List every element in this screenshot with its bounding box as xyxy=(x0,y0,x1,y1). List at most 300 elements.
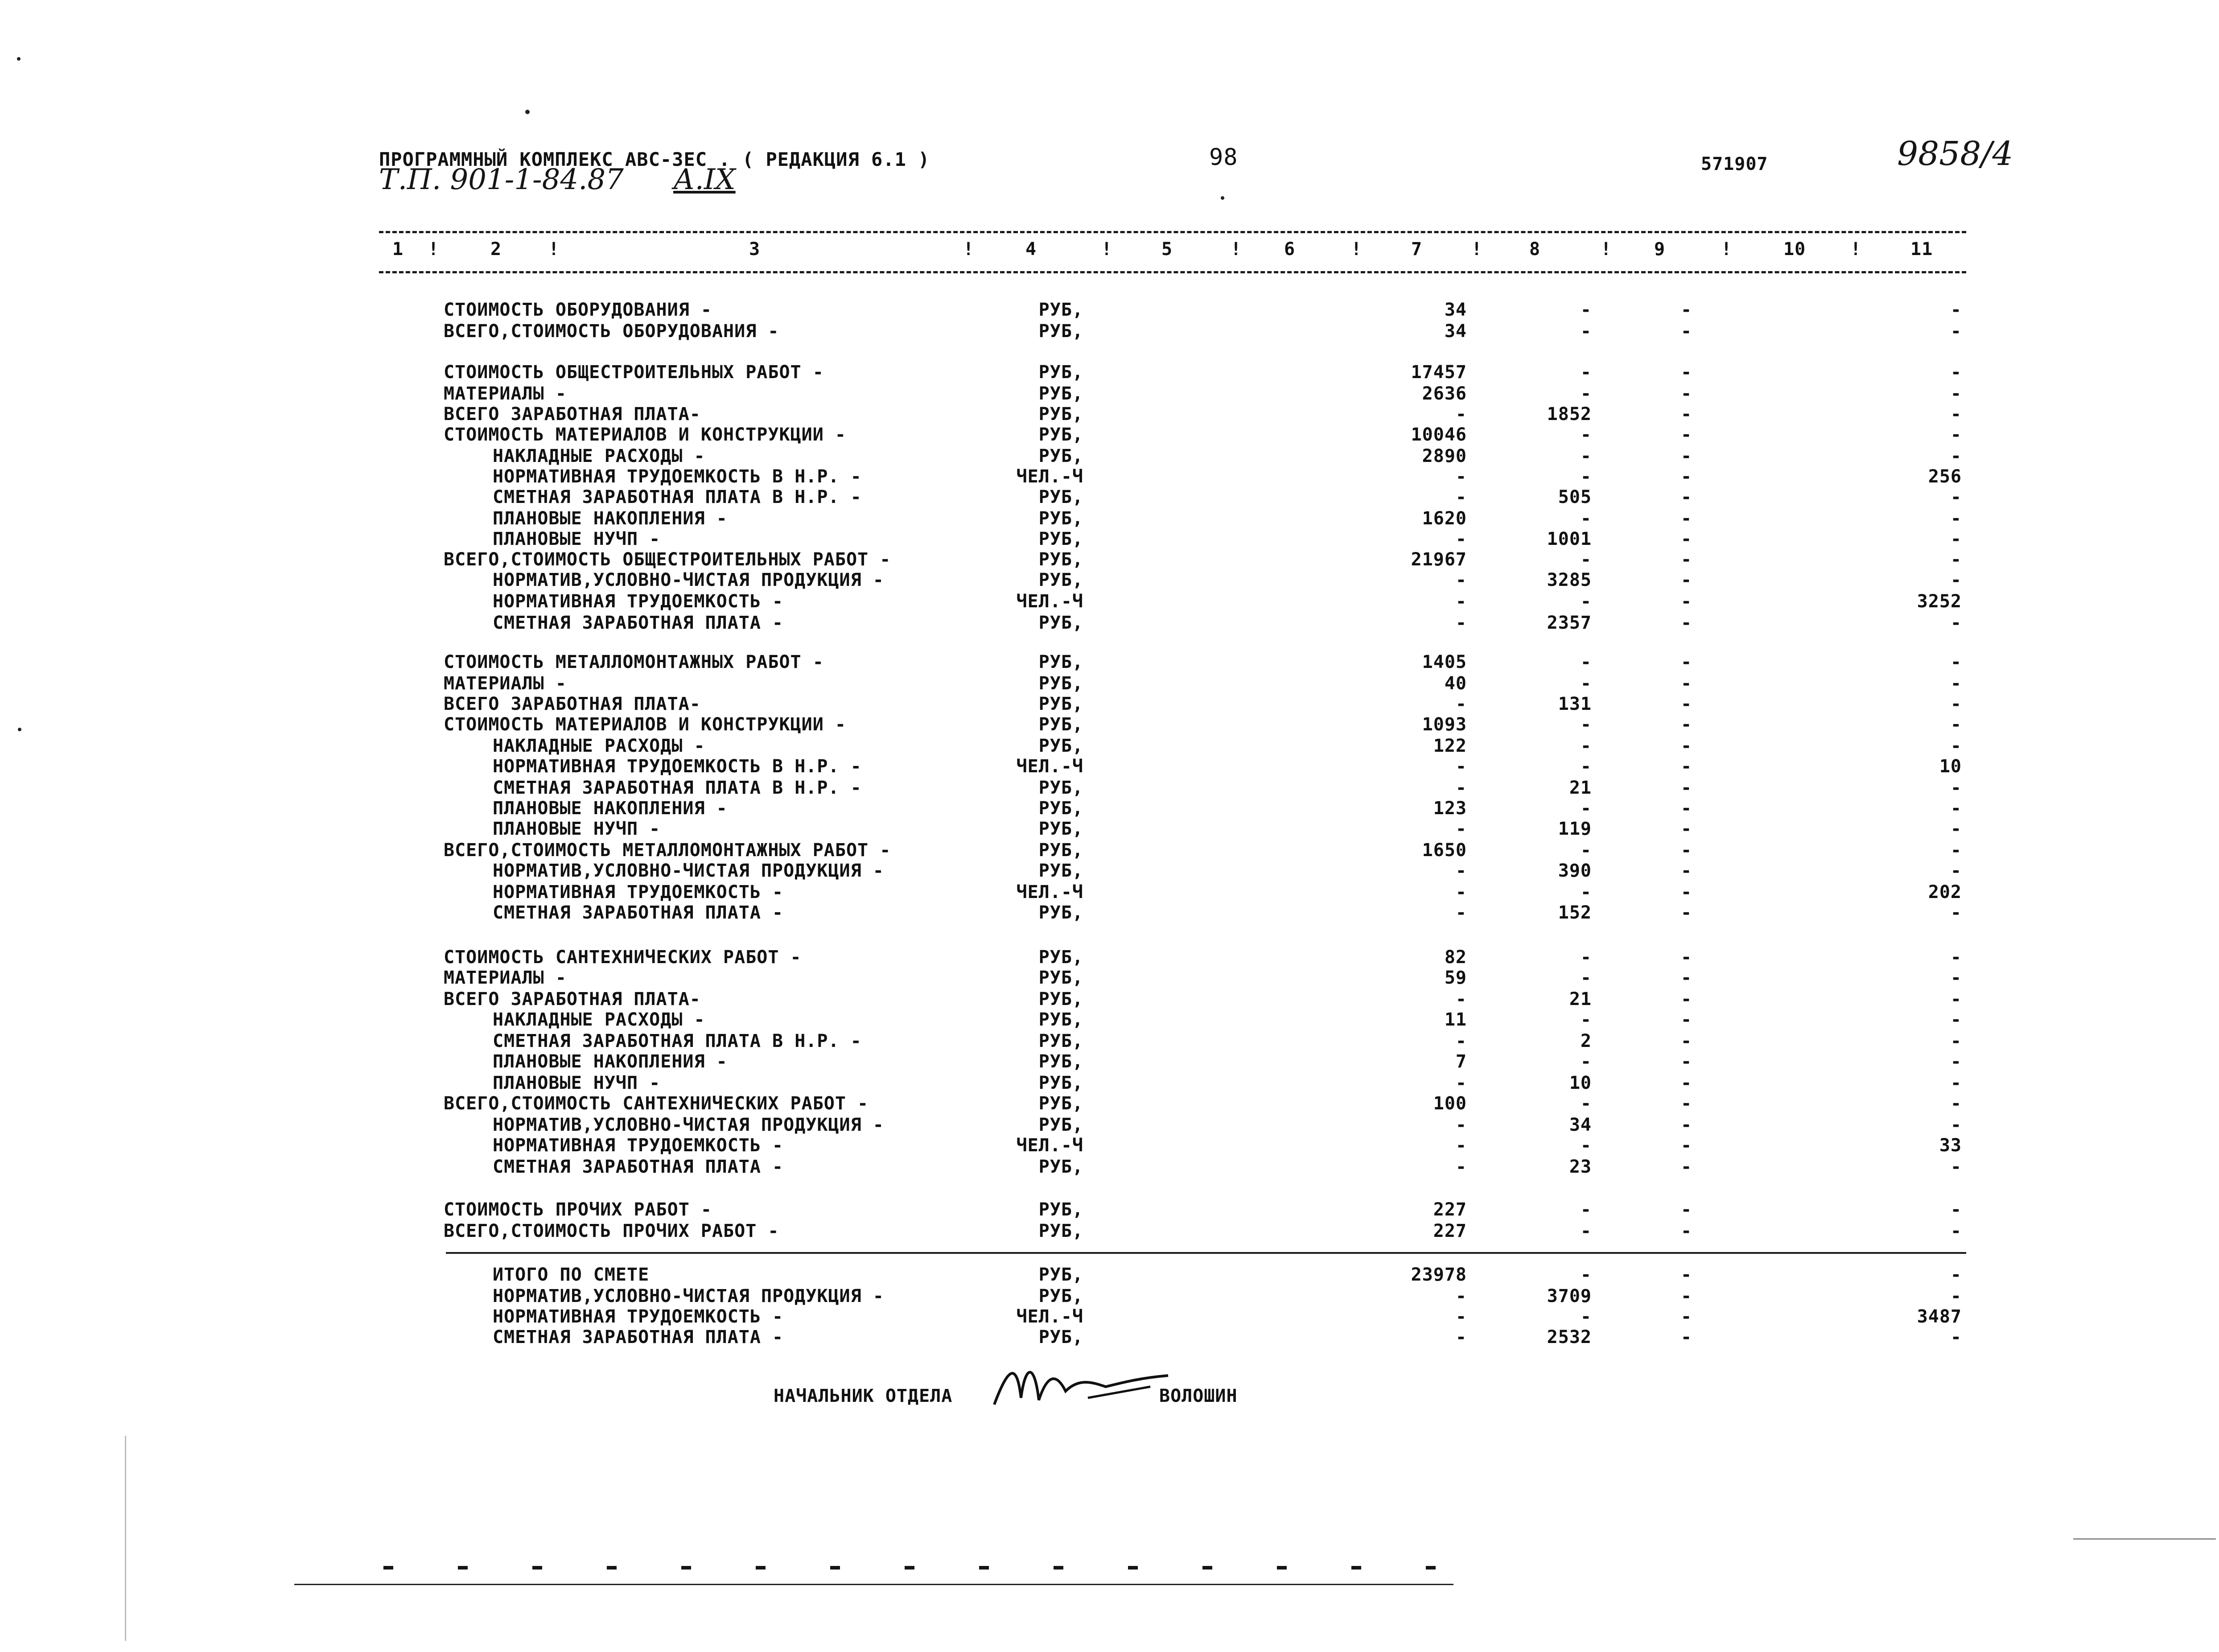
row-value-c8: - xyxy=(1580,383,1592,404)
row-value-c9: - xyxy=(1681,1265,1692,1285)
margin-line xyxy=(125,1436,126,1641)
row-value-c9: - xyxy=(1681,591,1692,612)
row-unit: РУБ, xyxy=(1038,1009,1083,1030)
row-unit: РУБ, xyxy=(1038,1115,1083,1135)
row-value-c9: - xyxy=(1681,902,1692,923)
row-value-c8: - xyxy=(1580,714,1592,735)
row-label: СМЕТНАЯ ЗАРАБОТНАЯ ПЛАТА - xyxy=(493,613,784,633)
row-unit: РУБ, xyxy=(1038,1221,1083,1241)
row-unit: РУБ, xyxy=(1038,819,1083,839)
row-value-c7: - xyxy=(1455,778,1467,798)
row-value-c7: 82 xyxy=(1444,947,1467,968)
row-label: МАТЕРИАЛЫ - xyxy=(444,968,567,988)
row-value-c9: - xyxy=(1681,778,1692,798)
row-value-c8: - xyxy=(1580,947,1592,968)
row-value-c8: - xyxy=(1580,1199,1592,1220)
row-value-c8: - xyxy=(1580,968,1592,988)
scan-speck xyxy=(18,728,21,731)
row-label: ПЛАНОВЫЕ НАКОПЛЕНИЯ - xyxy=(493,508,728,529)
row-value-c11: - xyxy=(1950,968,1962,988)
row-label: СМЕТНАЯ ЗАРАБОТНАЯ ПЛАТА В Н.Р. - xyxy=(493,1031,862,1051)
row-value-c8: 23 xyxy=(1569,1157,1592,1177)
row-value-c11: - xyxy=(1950,1199,1962,1220)
row-value-c7: - xyxy=(1455,1031,1467,1051)
row-value-c7: 123 xyxy=(1433,798,1467,819)
row-value-c11: - xyxy=(1950,529,1962,549)
row-value-c8: - xyxy=(1580,840,1592,861)
row-value-c11: - xyxy=(1950,1115,1962,1135)
row-unit: РУБ, xyxy=(1038,778,1083,798)
row-value-c8: - xyxy=(1580,591,1592,612)
row-value-c11: - xyxy=(1950,989,1962,1009)
row-value-c8: 21 xyxy=(1569,989,1592,1009)
row-unit: РУБ, xyxy=(1038,1286,1083,1306)
row-value-c8: - xyxy=(1580,1135,1592,1156)
row-label: НОРМАТИВ,УСЛОВНО-ЧИСТАЯ ПРОДУКЦИЯ - xyxy=(493,570,884,590)
column-header-3: 3 xyxy=(749,239,761,260)
column-header-11: 11 xyxy=(1910,239,1933,260)
row-value-c7: 1093 xyxy=(1422,714,1467,735)
column-separator: ! xyxy=(1101,239,1112,260)
row-value-c8: - xyxy=(1580,1051,1592,1072)
row-value-c9: - xyxy=(1681,362,1692,383)
column-header-4: 4 xyxy=(1025,239,1037,260)
row-value-c9: - xyxy=(1681,1157,1692,1177)
row-value-c8: - xyxy=(1580,1009,1592,1030)
row-value-c7: 40 xyxy=(1444,673,1467,694)
row-value-c7: 2890 xyxy=(1422,446,1467,466)
row-value-c11: - xyxy=(1950,1286,1962,1306)
row-label: СТОИМОСТЬ ОБЩЕСТРОИТЕЛЬНЫХ РАБОТ - xyxy=(444,362,824,383)
row-label: СМЕТНАЯ ЗАРАБОТНАЯ ПЛАТА В Н.Р. - xyxy=(493,487,862,507)
row-value-c9: - xyxy=(1681,819,1692,839)
row-value-c11: - xyxy=(1950,1221,1962,1241)
row-value-c11: - xyxy=(1950,840,1962,861)
row-unit: РУБ, xyxy=(1038,989,1083,1009)
row-unit: РУБ, xyxy=(1038,798,1083,819)
row-value-c8: 390 xyxy=(1558,861,1592,881)
row-label: НОРМАТИВНАЯ ТРУДОЕМКОСТЬ - xyxy=(493,882,784,902)
row-unit: ЧЕЛ.-Ч xyxy=(1016,466,1083,487)
row-unit: РУБ, xyxy=(1038,840,1083,861)
row-value-c9: - xyxy=(1681,383,1692,404)
bottom-rule xyxy=(294,1584,1453,1585)
scan-speck xyxy=(1221,196,1224,200)
signatory-name: ВОЛОШИН xyxy=(1159,1386,1238,1406)
row-label: ПЛАНОВЫЕ НУЧП - xyxy=(493,1073,661,1093)
row-value-c8: - xyxy=(1580,508,1592,529)
row-label: ВСЕГО ЗАРАБОТНАЯ ПЛАТА- xyxy=(444,989,701,1009)
row-unit: РУБ, xyxy=(1038,673,1083,694)
row-value-c11: - xyxy=(1950,362,1962,383)
row-value-c9: - xyxy=(1681,508,1692,529)
bottom-dash xyxy=(1128,1566,1138,1570)
row-value-c11: - xyxy=(1950,487,1962,507)
signature-position: НАЧАЛЬНИК ОТДЕЛА xyxy=(774,1386,953,1406)
row-value-c7: 7 xyxy=(1455,1051,1467,1072)
row-label: СТОИМОСТЬ ПРОЧИХ РАБОТ - xyxy=(444,1199,712,1220)
row-value-c11: - xyxy=(1950,446,1962,466)
row-value-c9: - xyxy=(1681,714,1692,735)
row-value-c11: - xyxy=(1950,321,1962,342)
row-value-c7: 1650 xyxy=(1422,840,1467,861)
row-label: НОРМАТИВНАЯ ТРУДОЕМКОСТЬ - xyxy=(493,591,784,612)
row-value-c9: - xyxy=(1681,861,1692,881)
column-header-7: 7 xyxy=(1411,239,1423,260)
row-value-c7: - xyxy=(1455,487,1467,507)
row-value-c8: - xyxy=(1580,466,1592,487)
row-value-c8: 3709 xyxy=(1547,1286,1592,1306)
row-value-c9: - xyxy=(1681,466,1692,487)
row-label: ВСЕГО,СТОИМОСТЬ МЕТАЛЛОМОНТАЖНЫХ РАБОТ - xyxy=(444,840,891,861)
column-header-6: 6 xyxy=(1284,239,1296,260)
column-header-9: 9 xyxy=(1654,239,1666,260)
row-value-c7: - xyxy=(1455,694,1467,714)
row-value-c8: - xyxy=(1580,1093,1592,1114)
row-value-c11: - xyxy=(1950,1157,1962,1177)
album-number: А.IX xyxy=(673,163,736,196)
row-value-c11: - xyxy=(1950,1051,1962,1072)
row-value-c11: - xyxy=(1950,736,1962,756)
row-value-c9: - xyxy=(1681,529,1692,549)
row-value-c7: - xyxy=(1455,1135,1467,1156)
row-value-c7: 21967 xyxy=(1411,549,1467,570)
row-value-c8: - xyxy=(1580,300,1592,320)
row-value-c11: - xyxy=(1950,798,1962,819)
bottom-dash xyxy=(1351,1566,1361,1570)
row-value-c7: 227 xyxy=(1433,1199,1467,1220)
row-value-c7: - xyxy=(1455,1286,1467,1306)
row-value-c9: - xyxy=(1681,404,1692,424)
row-unit: РУБ, xyxy=(1038,1199,1083,1220)
row-value-c8: 3285 xyxy=(1547,570,1592,590)
row-value-c11: 10 xyxy=(1939,756,1962,777)
row-unit: РУБ, xyxy=(1038,487,1083,507)
row-value-c8: 10 xyxy=(1569,1073,1592,1093)
row-value-c9: - xyxy=(1681,487,1692,507)
row-value-c7: 2636 xyxy=(1422,383,1467,404)
row-unit: РУБ, xyxy=(1038,570,1083,590)
row-value-c7: - xyxy=(1455,902,1467,923)
row-value-c11: - xyxy=(1950,300,1962,320)
row-unit: РУБ, xyxy=(1038,424,1083,445)
row-value-c9: - xyxy=(1681,694,1692,714)
scan-speck xyxy=(525,110,530,114)
row-label: СМЕТНАЯ ЗАРАБОТНАЯ ПЛАТА - xyxy=(493,1157,784,1177)
row-value-c8: - xyxy=(1580,673,1592,694)
bottom-dash xyxy=(1202,1566,1212,1570)
row-unit: РУБ, xyxy=(1038,714,1083,735)
row-value-c8: 505 xyxy=(1558,487,1592,507)
bottom-dash xyxy=(979,1566,989,1570)
row-value-c7: - xyxy=(1455,466,1467,487)
column-separator: ! xyxy=(1231,239,1242,260)
bottom-dash xyxy=(681,1566,691,1570)
row-label: НОРМАТИВНАЯ ТРУДОЕМКОСТЬ В Н.Р. - xyxy=(493,466,862,487)
row-value-c8: - xyxy=(1580,362,1592,383)
row-label: ВСЕГО,СТОИМОСТЬ ОБЩЕСТРОИТЕЛЬНЫХ РАБОТ - xyxy=(444,549,891,570)
row-unit: РУБ, xyxy=(1038,736,1083,756)
scan-speck xyxy=(17,57,21,61)
row-value-c7: - xyxy=(1455,861,1467,881)
row-label: НОРМАТИВ,УСЛОВНО-ЧИСТАЯ ПРОДУКЦИЯ - xyxy=(493,1286,884,1306)
row-label: МАТЕРИАЛЫ - xyxy=(444,673,567,694)
row-label: НОРМАТИВ,УСЛОВНО-ЧИСТАЯ ПРОДУКЦИЯ - xyxy=(493,1115,884,1135)
row-value-c9: - xyxy=(1681,1051,1692,1072)
row-value-c9: - xyxy=(1681,756,1692,777)
row-value-c7: 11 xyxy=(1444,1009,1467,1030)
row-value-c7: 1620 xyxy=(1422,508,1467,529)
margin-line xyxy=(2073,1538,2216,1540)
row-unit: РУБ, xyxy=(1038,300,1083,320)
row-value-c7: - xyxy=(1455,591,1467,612)
row-label: ВСЕГО,СТОИМОСТЬ САНТЕХНИЧЕСКИХ РАБОТ - xyxy=(444,1093,869,1114)
column-header-1: 1 xyxy=(392,239,404,260)
row-unit: РУБ, xyxy=(1038,1073,1083,1093)
row-value-c11: 202 xyxy=(1928,882,1962,902)
archive-number: 9858/4 xyxy=(1897,135,2013,173)
bottom-dash xyxy=(532,1566,542,1570)
row-unit: РУБ, xyxy=(1038,1093,1083,1114)
row-value-c8: 2532 xyxy=(1547,1327,1592,1347)
row-value-c7: 227 xyxy=(1433,1221,1467,1241)
row-value-c7: - xyxy=(1455,613,1467,633)
row-value-c11: - xyxy=(1950,1009,1962,1030)
row-value-c7: 23978 xyxy=(1411,1265,1467,1285)
row-value-c11: - xyxy=(1950,902,1962,923)
row-unit: РУБ, xyxy=(1038,694,1083,714)
row-value-c9: - xyxy=(1681,840,1692,861)
row-unit: ЧЕЛ.-Ч xyxy=(1016,1135,1083,1156)
row-unit: ЧЕЛ.-Ч xyxy=(1016,1306,1083,1327)
row-value-c7: - xyxy=(1455,404,1467,424)
row-value-c8: - xyxy=(1580,446,1592,466)
bottom-dash xyxy=(458,1566,468,1570)
row-label: НОРМАТИВНАЯ ТРУДОЕМКОСТЬ - xyxy=(493,1135,784,1156)
bottom-dash xyxy=(905,1566,914,1570)
column-separator: ! xyxy=(548,239,560,260)
row-value-c8: - xyxy=(1580,1265,1592,1285)
project-code: Т.П. 901-1-84.87 xyxy=(379,163,624,196)
row-value-c8: 1001 xyxy=(1547,529,1592,549)
row-unit: РУБ, xyxy=(1038,1051,1083,1072)
row-label: СТОИМОСТЬ МЕТАЛЛОМОНТАЖНЫХ РАБОТ - xyxy=(444,652,824,672)
row-unit: ЧЕЛ.-Ч xyxy=(1016,591,1083,612)
row-value-c9: - xyxy=(1681,570,1692,590)
row-value-c8: 131 xyxy=(1558,694,1592,714)
bottom-dash xyxy=(1277,1566,1287,1570)
row-value-c7: 100 xyxy=(1433,1093,1467,1114)
row-value-c7: - xyxy=(1455,756,1467,777)
row-unit: РУБ, xyxy=(1038,947,1083,968)
row-unit: РУБ, xyxy=(1038,1327,1083,1347)
column-header-10: 10 xyxy=(1783,239,1806,260)
row-value-c11: - xyxy=(1950,1073,1962,1093)
row-value-c7: - xyxy=(1455,1327,1467,1347)
row-value-c7: 17457 xyxy=(1411,362,1467,383)
row-value-c11: - xyxy=(1950,508,1962,529)
row-value-c11: - xyxy=(1950,613,1962,633)
row-unit: РУБ, xyxy=(1038,861,1083,881)
row-value-c9: - xyxy=(1681,321,1692,342)
row-unit: РУБ, xyxy=(1038,508,1083,529)
row-value-c8: 2 xyxy=(1580,1031,1592,1051)
row-unit: РУБ, xyxy=(1038,1157,1083,1177)
row-value-c11: - xyxy=(1950,652,1962,672)
row-label: ПЛАНОВЫЕ НАКОПЛЕНИЯ - xyxy=(493,1051,728,1072)
row-unit: РУБ, xyxy=(1038,404,1083,424)
row-value-c7: - xyxy=(1455,819,1467,839)
row-label: НОРМАТИВНАЯ ТРУДОЕМКОСТЬ - xyxy=(493,1306,784,1327)
row-value-c7: - xyxy=(1455,882,1467,902)
row-value-c9: - xyxy=(1681,1093,1692,1114)
row-unit: РУБ, xyxy=(1038,902,1083,923)
row-label: ПЛАНОВЫЕ НУЧП - xyxy=(493,819,661,839)
row-value-c11: - xyxy=(1950,819,1962,839)
row-value-c9: - xyxy=(1681,549,1692,570)
row-value-c11: - xyxy=(1950,694,1962,714)
row-label: СМЕТНАЯ ЗАРАБОТНАЯ ПЛАТА В Н.Р. - xyxy=(493,778,862,798)
row-value-c9: - xyxy=(1681,736,1692,756)
row-label: ИТОГО ПО СМЕТЕ xyxy=(493,1265,650,1285)
row-value-c8: 1852 xyxy=(1547,404,1592,424)
row-value-c9: - xyxy=(1681,1031,1692,1051)
row-label: ПЛАНОВЫЕ НАКОПЛЕНИЯ - xyxy=(493,798,728,819)
bottom-dash xyxy=(830,1566,840,1570)
totals-separator xyxy=(446,1252,1966,1254)
column-header-2: 2 xyxy=(490,239,502,260)
row-value-c9: - xyxy=(1681,1135,1692,1156)
column-separator: ! xyxy=(428,239,439,260)
row-value-c8: - xyxy=(1580,1306,1592,1327)
row-label: ВСЕГО ЗАРАБОТНАЯ ПЛАТА- xyxy=(444,694,701,714)
row-label: ВСЕГО,СТОИМОСТЬ ОБОРУДОВАНИЯ - xyxy=(444,321,779,342)
row-value-c8: - xyxy=(1580,736,1592,756)
row-value-c11: - xyxy=(1950,570,1962,590)
row-value-c11: - xyxy=(1950,947,1962,968)
row-value-c9: - xyxy=(1681,882,1692,902)
row-label: СТОИМОСТЬ МАТЕРИАЛОВ И КОНСТРУКЦИИ - xyxy=(444,424,846,445)
row-value-c9: - xyxy=(1681,424,1692,445)
row-label: НОРМАТИВ,УСЛОВНО-ЧИСТАЯ ПРОДУКЦИЯ - xyxy=(493,861,884,881)
row-value-c11: - xyxy=(1950,1093,1962,1114)
document-number: 571907 xyxy=(1701,154,1768,174)
row-value-c7: - xyxy=(1455,989,1467,1009)
row-label: ВСЕГО ЗАРАБОТНАЯ ПЛАТА- xyxy=(444,404,701,424)
row-value-c11: 256 xyxy=(1928,466,1962,487)
page-number: 98 xyxy=(1209,144,1238,171)
row-value-c11: - xyxy=(1950,714,1962,735)
row-value-c7: 1405 xyxy=(1422,652,1467,672)
row-value-c9: - xyxy=(1681,1327,1692,1347)
row-label: СТОИМОСТЬ САНТЕХНИЧЕСКИХ РАБОТ - xyxy=(444,947,802,968)
row-label: ВСЕГО,СТОИМОСТЬ ПРОЧИХ РАБОТ - xyxy=(444,1221,779,1241)
row-value-c9: - xyxy=(1681,300,1692,320)
row-value-c8: 119 xyxy=(1558,819,1592,839)
row-value-c11: - xyxy=(1950,549,1962,570)
row-unit: РУБ, xyxy=(1038,446,1083,466)
row-unit: РУБ, xyxy=(1038,362,1083,383)
row-value-c9: - xyxy=(1681,1306,1692,1327)
row-value-c9: - xyxy=(1681,1286,1692,1306)
row-value-c9: - xyxy=(1681,1199,1692,1220)
program-header: ПРОГРАММНЫЙ КОМПЛЕКС АВС-3ЕС . ( РЕДАКЦИЯ 6.1 ) xyxy=(379,148,930,170)
bottom-dash xyxy=(1054,1566,1063,1570)
row-value-c8: 2357 xyxy=(1547,613,1592,633)
row-value-c9: - xyxy=(1681,968,1692,988)
row-value-c11: - xyxy=(1950,424,1962,445)
row-value-c11: - xyxy=(1950,861,1962,881)
row-unit: РУБ, xyxy=(1038,1031,1083,1051)
row-label: НОРМАТИВНАЯ ТРУДОЕМКОСТЬ В Н.Р. - xyxy=(493,756,862,777)
row-value-c9: - xyxy=(1681,1073,1692,1093)
row-value-c11: - xyxy=(1950,778,1962,798)
row-value-c8: - xyxy=(1580,652,1592,672)
row-value-c8: - xyxy=(1580,424,1592,445)
row-value-c9: - xyxy=(1681,989,1692,1009)
row-value-c7: - xyxy=(1455,1157,1467,1177)
column-header-8: 8 xyxy=(1529,239,1541,260)
row-value-c9: - xyxy=(1681,798,1692,819)
row-value-c11: - xyxy=(1950,673,1962,694)
row-label: СТОИМОСТЬ ОБОРУДОВАНИЯ - xyxy=(444,300,712,320)
row-value-c11: - xyxy=(1950,1031,1962,1051)
row-value-c11: - xyxy=(1950,404,1962,424)
row-value-c8: 152 xyxy=(1558,902,1592,923)
bottom-dash xyxy=(607,1566,617,1570)
column-separator: ! xyxy=(1601,239,1612,260)
row-value-c7: - xyxy=(1455,1306,1467,1327)
row-value-c7: - xyxy=(1455,1073,1467,1093)
row-value-c11: 33 xyxy=(1939,1135,1962,1156)
row-value-c7: 122 xyxy=(1433,736,1467,756)
row-unit: РУБ, xyxy=(1038,383,1083,404)
row-value-c7: - xyxy=(1455,570,1467,590)
column-separator: ! xyxy=(1721,239,1732,260)
bottom-dash xyxy=(383,1566,393,1570)
row-value-c8: - xyxy=(1580,798,1592,819)
column-separator: ! xyxy=(1850,239,1861,260)
row-value-c8: - xyxy=(1580,1221,1592,1241)
row-unit: РУБ, xyxy=(1038,652,1083,672)
row-value-c9: - xyxy=(1681,1115,1692,1135)
row-value-c9: - xyxy=(1681,446,1692,466)
row-value-c7: - xyxy=(1455,1115,1467,1135)
row-label: НАКЛАДНЫЕ РАСХОДЫ - xyxy=(493,736,705,756)
row-label: ПЛАНОВЫЕ НУЧП - xyxy=(493,529,661,549)
row-label: МАТЕРИАЛЫ - xyxy=(444,383,567,404)
column-separator: ! xyxy=(1471,239,1482,260)
row-label: НАКЛАДНЫЕ РАСХОДЫ - xyxy=(493,1009,705,1030)
row-label: СМЕТНАЯ ЗАРАБОТНАЯ ПЛАТА - xyxy=(493,1327,784,1347)
row-label: НАКЛАДНЫЕ РАСХОДЫ - xyxy=(493,446,705,466)
table-top-rule xyxy=(379,231,1966,233)
row-value-c11: - xyxy=(1950,383,1962,404)
row-value-c8: - xyxy=(1580,549,1592,570)
row-value-c11: - xyxy=(1950,1265,1962,1285)
row-value-c9: - xyxy=(1681,1221,1692,1241)
column-separator: ! xyxy=(1351,239,1362,260)
row-value-c9: - xyxy=(1681,1009,1692,1030)
row-value-c9: - xyxy=(1681,947,1692,968)
table-header-rule xyxy=(379,271,1966,273)
row-value-c9: - xyxy=(1681,673,1692,694)
column-separator: ! xyxy=(963,239,974,260)
row-unit: РУБ, xyxy=(1038,613,1083,633)
row-label: СТОИМОСТЬ МАТЕРИАЛОВ И КОНСТРУКЦИИ - xyxy=(444,714,846,735)
row-value-c11: 3487 xyxy=(1917,1306,1962,1327)
row-value-c8: 21 xyxy=(1569,778,1592,798)
